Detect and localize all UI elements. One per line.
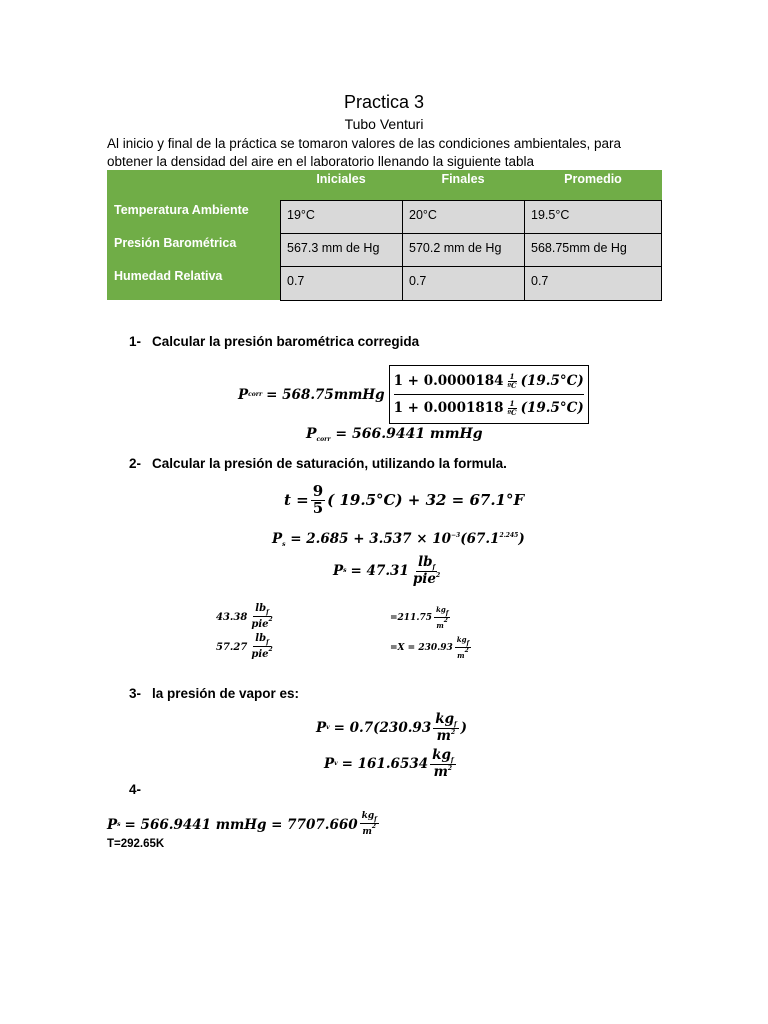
equation-saturation: $P_s = 2.685 + 3.537 \times 10^{-3}(67.1^{2.245})$ [272, 531, 525, 548]
header-finales: Finales [441, 172, 485, 186]
cell-temp-finales: 20°C [402, 200, 525, 234]
cell-presion-iniciales: 567.3 mm de Hg [280, 233, 403, 267]
header-iniciales: Iniciales [316, 172, 366, 186]
page-title: Practica 3 [343, 92, 425, 112]
conversion-211-75: =211.75 $\frac{\text{kgf}}{m2}$ [390, 605, 449, 631]
step-2-number: 2- [129, 456, 142, 471]
temperature-kelvin: T=292.65K [107, 838, 165, 850]
step-1-number: 1- [129, 334, 142, 349]
equation-saturation-result: P s = 47.31 $\frac{lb_f}{pie^2}$ [333, 554, 441, 588]
header-promedio: Promedio [564, 172, 622, 186]
equation-fahrenheit: t = $\frac{9}{5}$ ( 19.5°C) + 32 = 67.1°F [284, 482, 525, 517]
step-4-number: 4- [129, 782, 142, 797]
equation-vapor-result: P v = 161.6534 $\frac{kg_f}{m^2}$ [324, 747, 454, 781]
cell-temp-iniciales: 19°C [280, 200, 403, 234]
equation-corrected-pressure: P corr = 568.75mmHg 1 + 0.0000184 $\frac{1}{\text{ºC}}$ (19.5°C) 1 + 0.0001818 $\frac{1}{\text{ºC}}$ (19.5°C) [238, 365, 589, 424]
conversion-57-27: 57.27 $\frac{lb_f}{pie^2}$ [216, 633, 273, 661]
step-3-number: 3- [129, 686, 142, 701]
row-label-presion: Presión Barométrica [114, 236, 237, 250]
row-label-temperatura: Temperatura Ambiente [114, 203, 249, 217]
equation-pressure-kgf: P s = 566.9441 mmHg = 7707.660 $\frac{kg_f}{m^2}$ [107, 811, 377, 838]
intro-paragraph: Al inicio y final de la práctica se tomaron valores de las condiciones ambientales, para obtener la densidad del aire en el laboratorio llenando la siguiente tabla [107, 136, 622, 169]
page-subtitle: Tubo Venturi [344, 116, 424, 132]
step-2-text: Calcular la presión de saturación, utilizando la formula. [152, 456, 507, 471]
cell-presion-promedio: 568.75mm de Hg [524, 233, 662, 267]
conversion-230-93: =X = 230.93 $\frac{\text{kgf}}{m2}$ [390, 635, 470, 661]
equation-corrected-result: $P_{corr} = 566.9441$ mmHg [306, 426, 483, 443]
cell-humedad-iniciales: 0.7 [280, 266, 403, 301]
cell-humedad-promedio: 0.7 [524, 266, 662, 301]
cell-temp-promedio: 19.5°C [524, 200, 662, 234]
conversion-43-38: 43.38 $\frac{lb_f}{pie^2}$ [216, 603, 273, 631]
step-1-text: Calcular la presión barométrica corregida [152, 334, 420, 349]
equation-vapor: P v = 0.7(230.93 $\frac{kg_f}{m^2}$ ) [316, 711, 467, 745]
step-3-text: la presión de vapor es: [152, 686, 300, 701]
row-label-humedad: Humedad Relativa [114, 269, 223, 283]
cell-presion-finales: 570.2 mm de Hg [402, 233, 525, 267]
cell-humedad-finales: 0.7 [402, 266, 525, 301]
